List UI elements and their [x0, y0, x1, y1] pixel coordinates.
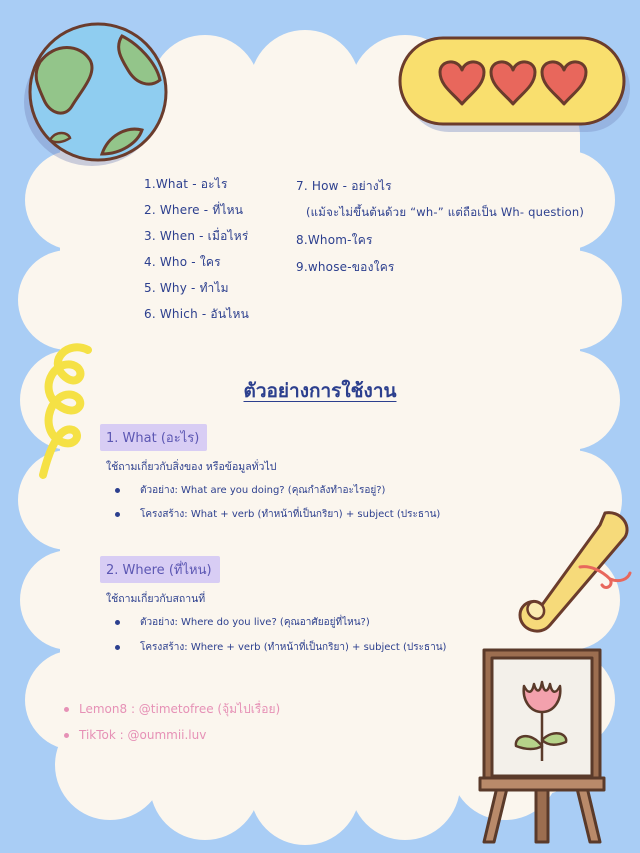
- section-label-what: 1. What (อะไร): [100, 424, 207, 451]
- wh-word-9: 9.whose-ของใคร: [296, 260, 395, 274]
- wh-word-1: 1.What - อะไร: [144, 177, 228, 191]
- wh-word-8: 8.Whom-ใคร: [296, 233, 373, 247]
- wh-word-4: 4. Who - ใคร: [144, 255, 221, 269]
- section-description-what: ใช้ถามเกี่ยวกับสิ่งของ หรือข้อมูลทั่วไป: [106, 461, 277, 473]
- bullet-dot: [115, 620, 120, 625]
- section-example-where: [115, 615, 370, 630]
- bullet-dot: [64, 707, 69, 712]
- examples-heading: ตัวอย่างการใช้งาน: [243, 380, 397, 402]
- bullet-dot: [115, 512, 120, 517]
- tiktok-handle: TikTok : @oummii.luv: [79, 728, 207, 742]
- social-lemon8: [64, 700, 280, 719]
- example-text: ตัวอย่าง: Where do you live? (คุณอาศัยอยู่ที่ไหน?): [140, 617, 370, 628]
- section-structure-what: [115, 507, 440, 522]
- wh-word-2: 2. Where - ที่ไหน: [144, 203, 244, 217]
- section-structure-where: [115, 640, 446, 655]
- wh-word-7: 7. How - อย่างไร: [296, 179, 392, 193]
- structure-text: โครงสร้าง: Where + verb (ทำหน้าที่เป็นกริยา) + subject (ประธาน): [140, 642, 447, 653]
- bullet-dot: [115, 488, 120, 493]
- wh-word-7-note: (แม้จะไม่ขึ้นต้นด้วย “wh-” แต่ถือเป็น Wh- question): [306, 205, 585, 219]
- section-label-where: 2. Where (ที่ไหน): [100, 556, 220, 583]
- example-text: ตัวอย่าง: What are you doing? (คุณกำลังทำอะไรอยู่?): [140, 485, 386, 496]
- social-tiktok: [64, 728, 206, 742]
- wh-word-5: 5. Why - ทำไม: [144, 281, 229, 295]
- wh-word-3: 3. When - เมื่อไหร่: [144, 229, 249, 243]
- lemon8-handle: Lemon8 : @timetofree (จุ้มไปเรื่อย): [79, 702, 281, 716]
- section-description-where: ใช้ถามเกี่ยวกับสถานที่: [106, 593, 206, 605]
- wh-word-6: 6. Which - อันไหน: [144, 307, 249, 321]
- bullet-dot: [115, 645, 120, 650]
- bullet-dot: [64, 733, 69, 738]
- structure-text: โครงสร้าง: What + verb (ทำหน้าที่เป็นกริยา) + subject (ประธาน): [140, 509, 441, 520]
- section-example-what: [115, 483, 385, 498]
